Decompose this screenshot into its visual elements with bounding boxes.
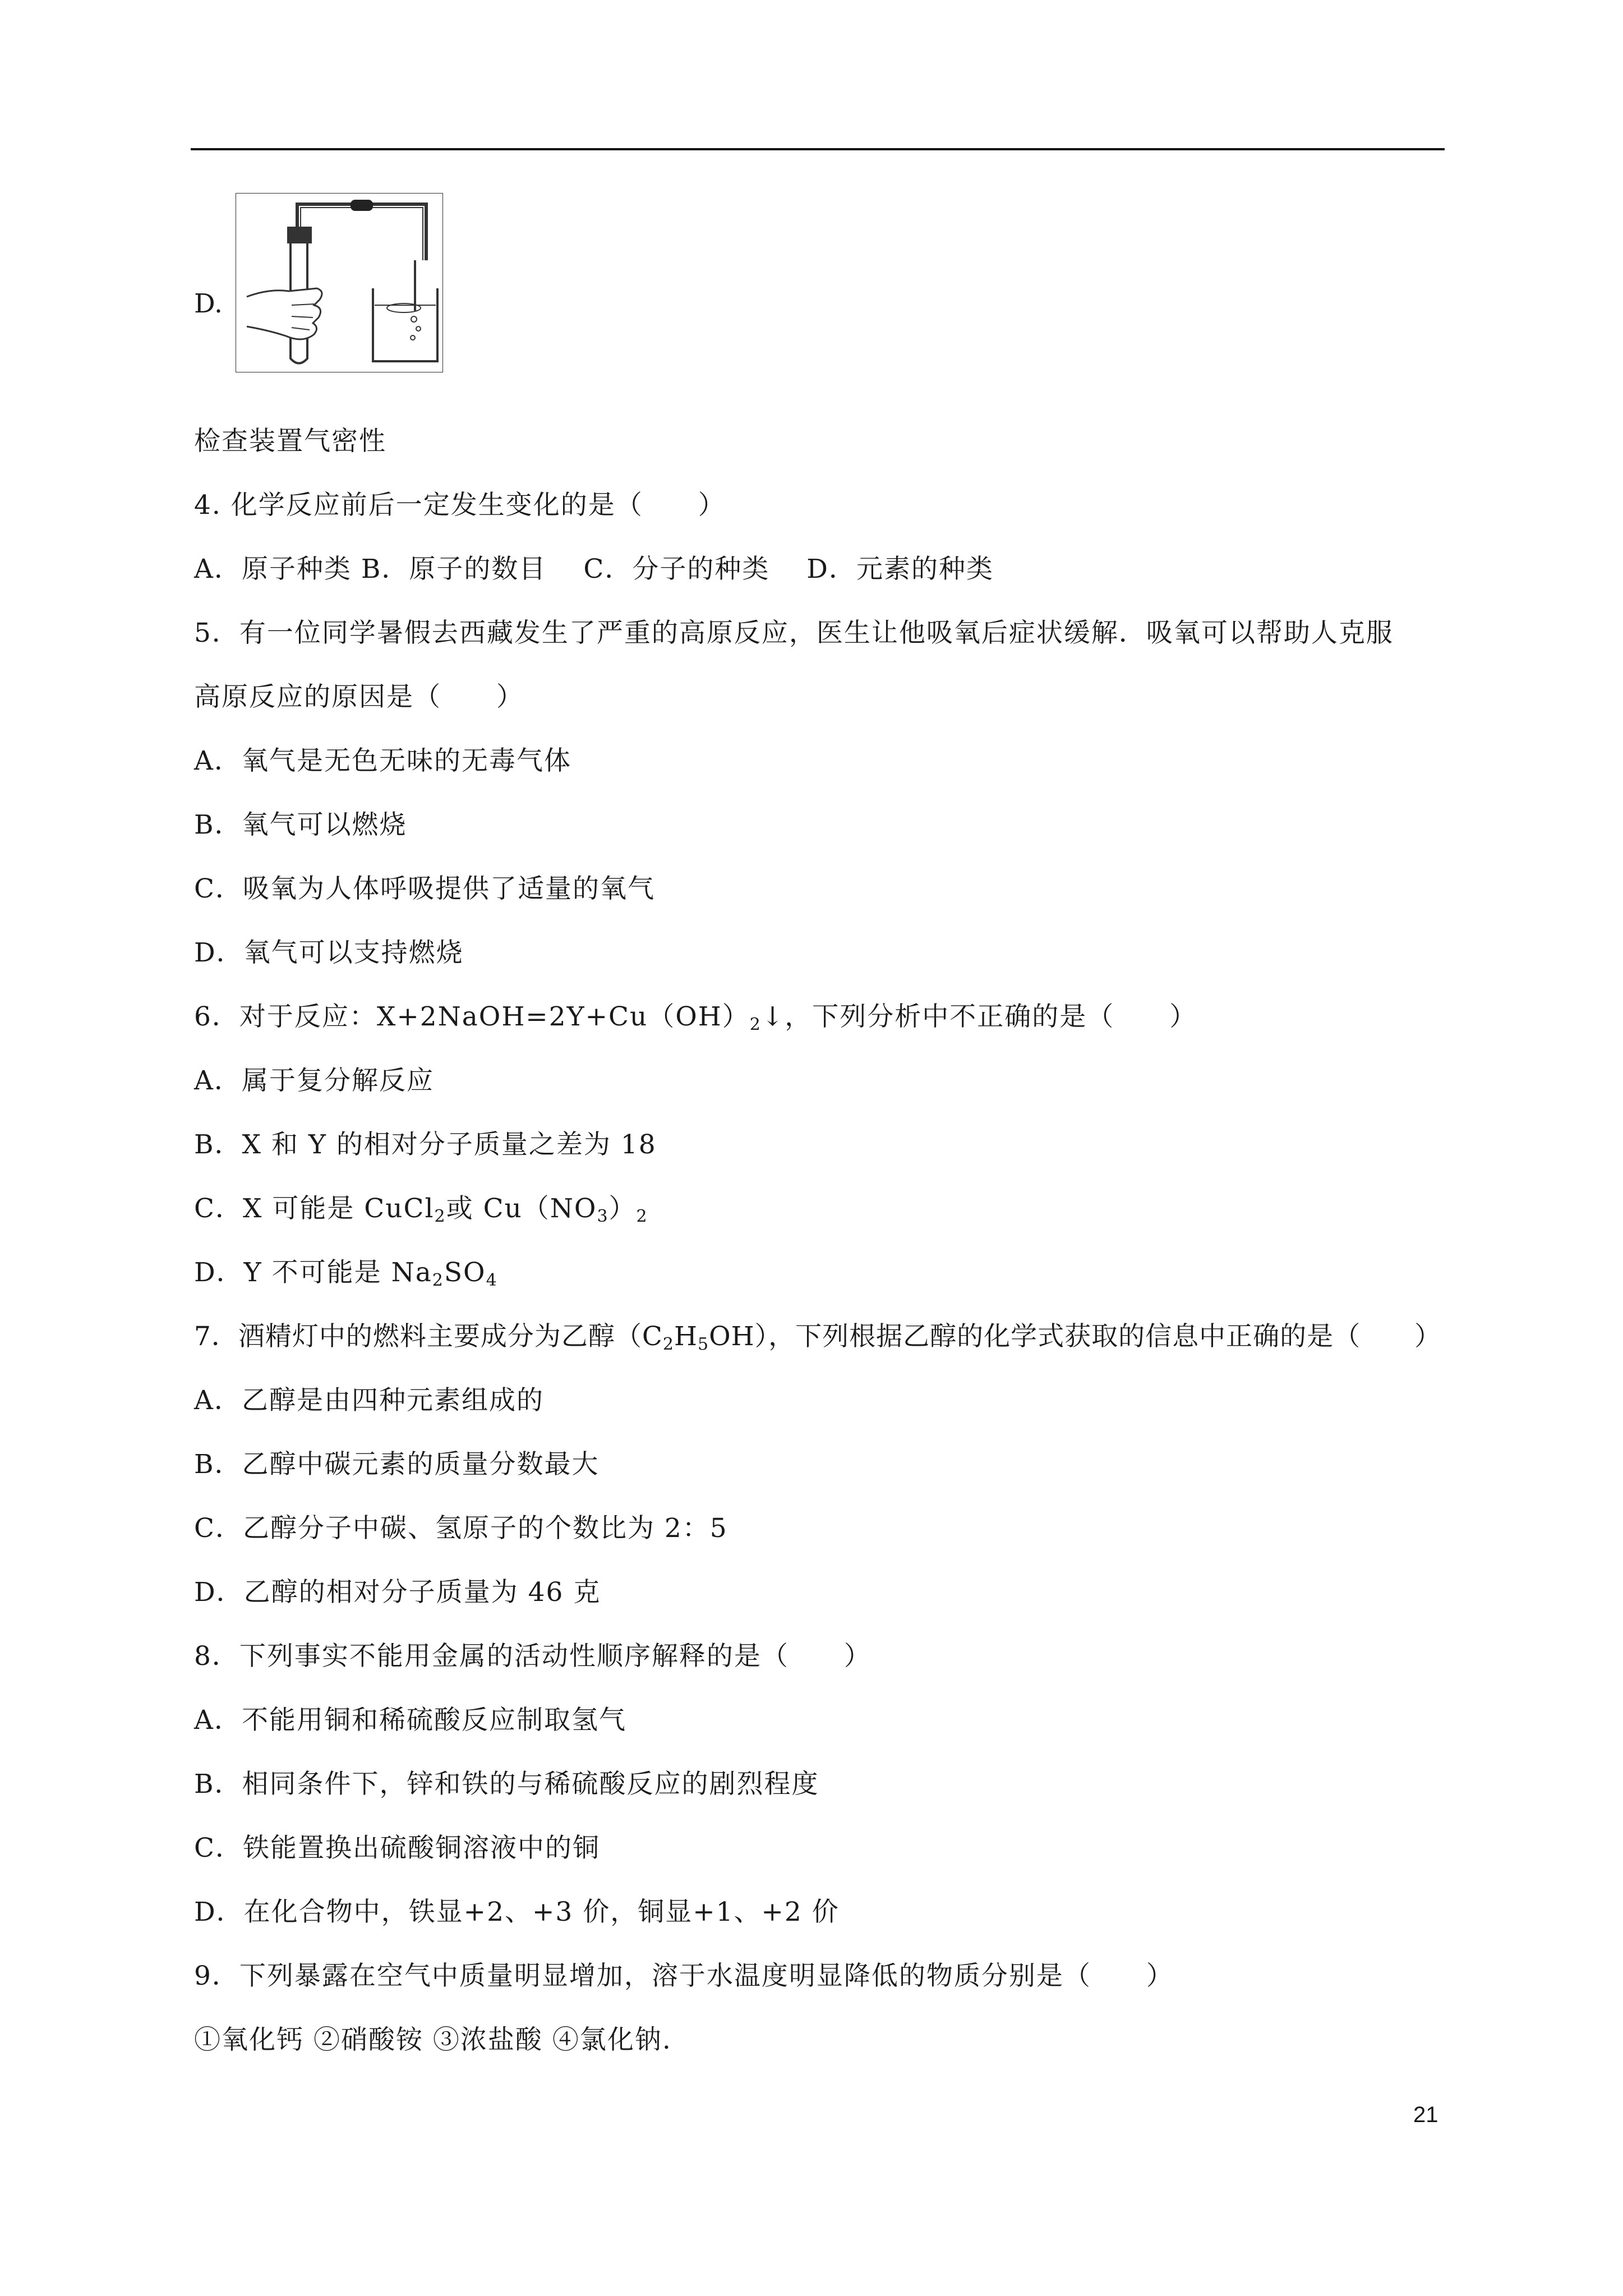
q6-option-a: A．属于复分解反应 [194, 1065, 434, 1096]
page-number: 21 [1413, 2102, 1438, 2127]
q7-option-d: D．乙醇的相对分子质量为 46 克 [194, 1577, 601, 1608]
q8-stem: 8．下列事实不能用金属的活动性顺序解释的是（ ） [194, 1641, 872, 1672]
q7-option-a: A．乙醇是由四种元素组成的 [194, 1385, 544, 1416]
q8-option-a: A．不能用铜和稀硫酸反应制取氢气 [194, 1705, 626, 1736]
q5-option-c: C．吸氧为人体呼吸提供了适量的氧气 [194, 873, 655, 904]
q8-option-b: B．相同条件下，锌和铁的与稀硫酸反应的剧烈程度 [194, 1769, 819, 1800]
q4-stem: 4. 化学反应前后一定发生变化的是（ ） [194, 490, 726, 521]
q5-stem-line2: 高原反应的原因是（ ） [194, 682, 524, 712]
q6-option-b: B．X 和 Y 的相对分子质量之差为 18 [194, 1129, 657, 1160]
q5-option-a: A．氧气是无色无味的无毒气体 [194, 746, 571, 776]
header-rule [191, 148, 1445, 150]
q7-option-b: B．乙醇中碳元素的质量分数最大 [194, 1449, 600, 1480]
q7-option-c: C．乙醇分子中碳、氢原子的个数比为 2：5 [194, 1513, 728, 1544]
q5-option-d: D．氧气可以支持燃烧 [194, 937, 464, 968]
q9-substances: ①氧化钙 ②硝酸铵 ③浓盐酸 ④氯化钠. [194, 2024, 672, 2055]
q5-option-b: B．氧气可以燃烧 [194, 809, 407, 840]
airtightness-apparatus-figure [236, 193, 443, 372]
q7-stem: 7．酒精灯中的燃料主要成分为乙醇$(C_2H_5OH)$，下列根据乙醇的化学式获取的信息中正确的是（ ） [194, 1321, 1442, 1354]
q5-stem-line1: 5．有一位同学暑假去西藏发生了严重的高原反应，医生让他吸氧后症状缓解．吸氧可以帮助人克服 [194, 618, 1394, 648]
option-d-label: D. [194, 288, 223, 319]
figure-caption: 检查装置气密性 [194, 426, 386, 457]
q9-stem: 9．下列暴露在空气中质量明显增加，溶于水温度明显降低的物质分别是（ ） [194, 1961, 1174, 1991]
q6-stem: 6．对于反应：$X+2NaOH=2Y+Cu(OH)_2↓$，下列分析中不正确的是（ ） [194, 1001, 1197, 1034]
q6-option-c: C．X 可能是 CuCl$_2$或 $Cu(NO_3)_2$ [194, 1193, 648, 1226]
q6-option-d: D．Y 不可能是 $Na_2SO_4$ [194, 1257, 498, 1290]
q8-option-d: D．在化合物中，铁显+2、+3 价，铜显+1、+2 价 [194, 1897, 840, 1927]
q4-options: A．原子种类 B．原子的数目 C．分子的种类 D．元素的种类 [194, 554, 994, 585]
q8-option-c: C．铁能置换出硫酸铜溶液中的铜 [194, 1833, 600, 1864]
